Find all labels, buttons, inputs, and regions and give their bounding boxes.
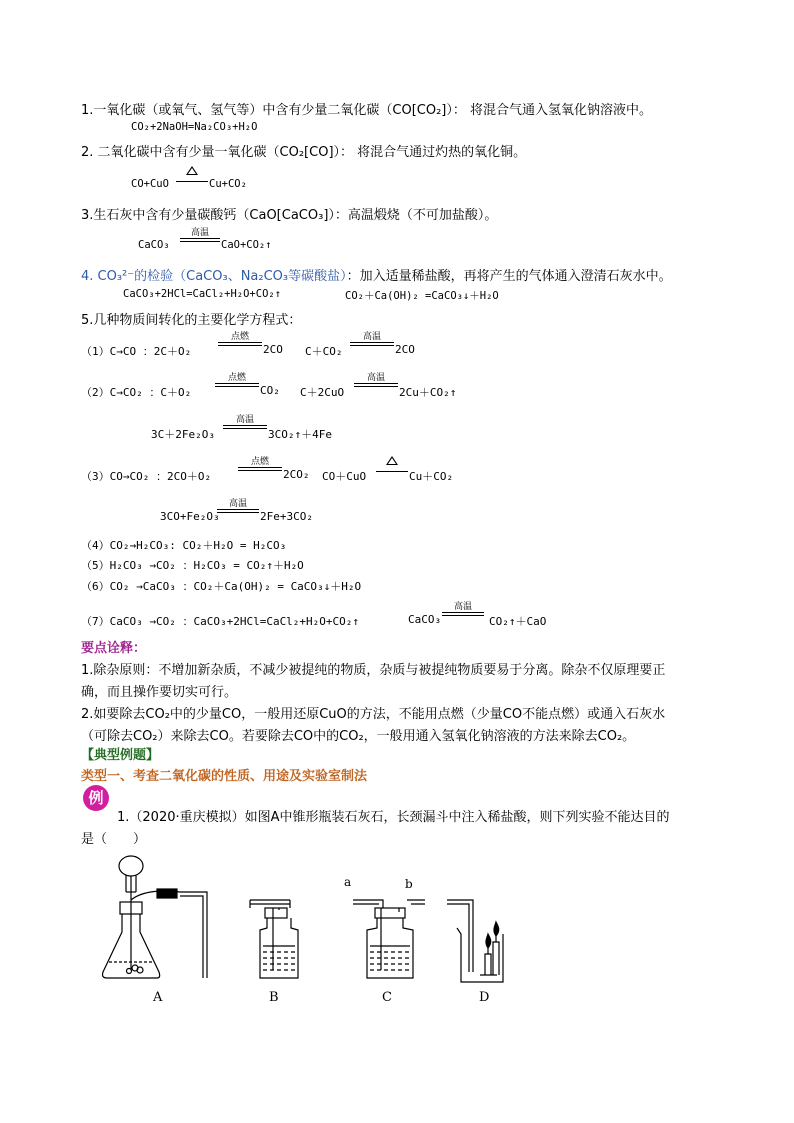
- figure-label-a: A: [153, 990, 163, 1005]
- item-5-text: 5.几种物质间转化的主要化学方程式：: [81, 313, 302, 328]
- port-a-label: a: [344, 875, 352, 889]
- reaction-1-b: 2CO: [263, 343, 283, 356]
- heat-arrow: [376, 456, 408, 474]
- reaction-3-d: Cu＋CO₂: [409, 470, 454, 483]
- question-1-line-2: 是（ ）: [81, 832, 147, 847]
- item-4-text: [81, 265, 672, 284]
- high-temp-arrow: [180, 227, 220, 245]
- equation-naoh: CO₂+2NaOH=Na₂CO₃+H₂O: [131, 121, 258, 133]
- reaction-2-a: （2）C→CO₂ ：C＋O₂: [81, 386, 192, 399]
- condition-label: 点燃: [230, 332, 249, 342]
- beaker-d: [447, 900, 503, 982]
- reaction-6: （6）CO₂ →CaCO₃ ：CO₂＋Ca(OH)₂ = CaCO₃↓＋H₂O: [81, 580, 362, 593]
- figure-label-b: B: [269, 990, 279, 1005]
- examples-heading: 【典型例题】: [81, 748, 160, 763]
- item-2-text: 2. 二氧化碳中含有少量一氧化碳（CO₂[CO]）： 将混合气通过灼热的氧化铜。: [81, 145, 527, 160]
- note-1-line-2: 确，而且操作要切实可行。: [81, 685, 238, 700]
- reaction-1-a: （1）C→CO ：2C＋O₂: [81, 345, 192, 358]
- condition-label: 高温: [235, 415, 254, 425]
- reaction-1-c: C＋CO₂: [305, 345, 343, 358]
- reaction-7-c: CO₂↑＋CaO: [489, 615, 547, 628]
- question-1-line-1: 1.（2020·重庆模拟）如图A中锥形瓶装石灰石，长颈漏斗中注入稀盐酸，则下列实验不能达目的: [117, 810, 670, 825]
- heat-triangle-icon: [186, 166, 198, 175]
- equation-caco3-left: CaCO₃: [138, 239, 170, 251]
- type-1-heading: 类型一、考查二氧化碳的性质、用途及实验室制法: [81, 769, 368, 784]
- figure-label-d: D: [479, 990, 490, 1005]
- reaction-3-a: （3）CO→CO₂ ：2CO＋O₂: [81, 470, 212, 483]
- heat-triangle-icon: [386, 456, 398, 465]
- item-4-prefix: 4. CO₃²⁻的检验（CaCO₃、Na₂CO₃等碳酸盐）: [81, 269, 347, 284]
- equation-hcl: CaCO₃+2HCl=CaCl₂+H₂O+CO₂↑: [123, 288, 282, 300]
- ignite-arrow: [218, 331, 262, 349]
- item-4-rest: ：加入适量稀盐酸，再将产生的气体通入澄清石灰水中。: [346, 269, 672, 284]
- reaction-3-b: 2CO₂: [283, 468, 310, 481]
- high-temp-arrow: [354, 372, 398, 390]
- equation-cuo-right: Cu+CO₂: [209, 178, 247, 190]
- reaction-2-e: 3C＋2Fe₂O₃: [151, 428, 215, 441]
- high-temp-arrow: [217, 498, 259, 516]
- notes-heading: 要点诠释：: [81, 641, 147, 656]
- equation-cuo-left: CO+CuO: [131, 178, 169, 190]
- heat-arrow: [176, 166, 208, 184]
- high-temp-arrow: [223, 414, 267, 432]
- high-temp-arrow: [350, 331, 394, 349]
- condition-label: 点燃: [227, 373, 246, 383]
- wash-bottle-b: [250, 900, 298, 978]
- item-1-text: 1.一氧化碳（或氧气、氢气等）中含有少量二氧化碳（CO[CO₂]）： 将混合气通入氢氧化钠溶液中。: [81, 103, 653, 118]
- wash-bottle-c: [353, 900, 425, 978]
- condition-label: 高温: [190, 228, 209, 238]
- reaction-3-e: 3CO+Fe₂O₃: [160, 510, 220, 523]
- condition-label: 点燃: [250, 457, 269, 467]
- reaction-4: （4）CO₂→H₂CO₃: CO₂＋H₂O = H₂CO₃: [81, 539, 287, 552]
- reaction-7-b: CaCO₃: [408, 613, 442, 626]
- reaction-1-d: 2CO: [395, 343, 415, 356]
- reaction-5: （5）H₂CO₃ →CO₂ ：H₂CO₃ = CO₂↑＋H₂O: [81, 559, 304, 572]
- reaction-7-a: （7）CaCO₃ →CO₂ ：CaCO₃+2HCl=CaCl₂+H₂O+CO₂↑: [81, 615, 360, 628]
- apparatus-figure: [95, 850, 525, 1010]
- equation-caco3-right: CaO+CO₂↑: [221, 239, 272, 251]
- figure-label-c: C: [382, 990, 392, 1005]
- equation-limewater: CO₂＋Ca(OH)₂ =CaCO₃↓＋H₂O: [345, 290, 499, 302]
- note-2-line-2: （可除去CO₂）来除去CO。若要除去CO中的CO₂，一般用通入氢氧化钠溶液的方法来除去CO₂。: [81, 729, 636, 744]
- reaction-3-c: CO＋CuO: [322, 470, 367, 483]
- condition-label: 高温: [228, 499, 247, 509]
- high-temp-arrow: [442, 601, 484, 619]
- port-b-label: b: [405, 877, 413, 891]
- condition-label: 高温: [362, 332, 381, 342]
- note-2-line-1: 2.如要除去CO₂中的少量CO，一般用还原CuO的方法，不能用点燃（少量CO不能点燃）或通入石灰水: [81, 707, 666, 722]
- reaction-2-c: C＋2CuO: [300, 386, 345, 399]
- note-1-line-1: 1.除杂原则：不增加新杂质，不减少被提纯的物质，杂质与被提纯物质要易于分离。除杂不仅原理要正: [81, 663, 666, 678]
- condition-label: 高温: [453, 602, 472, 612]
- reaction-2-b: CO₂: [260, 384, 280, 397]
- flask-apparatus-a: [103, 856, 208, 978]
- reaction-2-f: 3CO₂↑＋4Fe: [268, 428, 332, 441]
- reaction-3-f: 2Fe+3CO₂: [260, 510, 313, 523]
- ignite-arrow: [215, 372, 259, 390]
- ignite-arrow: [238, 456, 282, 474]
- item-3-text: 3.生石灰中含有少量碳酸钙（CaO[CaCO₃]）：高温煅烧（不可加盐酸）。: [81, 208, 498, 223]
- condition-label: 高温: [366, 373, 385, 383]
- reaction-2-d: 2Cu＋CO₂↑: [399, 386, 457, 399]
- example-badge: 例: [83, 785, 109, 811]
